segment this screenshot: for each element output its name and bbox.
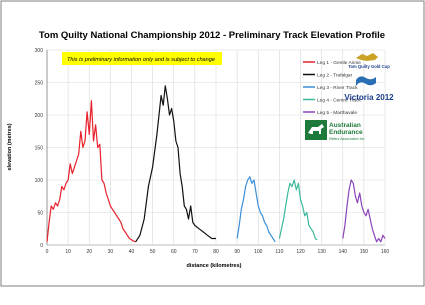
x-tick-label: 130 bbox=[317, 249, 326, 255]
y-tick-label: 150 bbox=[34, 145, 43, 152]
x-tick-label: 10 bbox=[65, 249, 71, 255]
y-tick-label: 250 bbox=[34, 80, 43, 87]
x-tick-label: 50 bbox=[149, 249, 156, 255]
x-tick-label: 40 bbox=[128, 249, 135, 255]
legend-label-leg-4: Leg 4 - Centre Track bbox=[317, 98, 361, 104]
x-tick-label: 160 bbox=[380, 249, 390, 255]
endurance-line-1: Australian bbox=[329, 122, 361, 129]
x-tick-label: 60 bbox=[170, 249, 177, 255]
x-tick-label: 150 bbox=[359, 249, 369, 255]
tom-quilty-logo-text: Tom Quilty Gold Cup bbox=[348, 64, 390, 69]
x-tick-label: 30 bbox=[107, 249, 114, 255]
x-tick-label: 0 bbox=[45, 249, 49, 255]
x-tick-label: 20 bbox=[86, 249, 93, 255]
x-tick-label: 110 bbox=[275, 249, 284, 255]
legend-label-leg-2: Leg 2 - Trafalgar bbox=[317, 73, 353, 79]
victoria-2012-text: Victoria 2012 bbox=[344, 93, 394, 102]
x-tick-label: 70 bbox=[192, 249, 198, 255]
endurance-line-3: Riders Association Inc bbox=[329, 137, 365, 141]
legend-label-leg-1: Leg 1 - Gentle Annie bbox=[317, 61, 361, 66]
y-tick-label: 100 bbox=[34, 178, 43, 184]
x-tick-label: 80 bbox=[213, 249, 219, 255]
x-tick-label: 120 bbox=[296, 249, 305, 255]
y-tick-label: 300 bbox=[34, 48, 43, 54]
annotation-text: This is preliminary information only and is subject to change bbox=[67, 57, 215, 63]
endurance-logo bbox=[305, 120, 365, 141]
chart-frame bbox=[1, 1, 424, 286]
y-tick-label: 0 bbox=[40, 243, 43, 249]
endurance-line-2: Endurance bbox=[329, 129, 363, 136]
y-tick-label: 200 bbox=[34, 113, 43, 119]
x-axis-label: distance (kilometres) bbox=[186, 263, 242, 269]
x-tick-label: 140 bbox=[338, 249, 347, 255]
legend-label-leg-3: Leg 3 - River Track bbox=[317, 86, 358, 91]
x-tick-label: 90 bbox=[234, 249, 240, 255]
x-tick-label: 100 bbox=[254, 249, 263, 255]
legend-label-leg-5: Leg 5 - Marthavale bbox=[317, 111, 357, 116]
y-tick-label: 50 bbox=[37, 210, 43, 217]
chart-title: Tom Quilty National Championship 2012 - Preliminary Track Elevation Profile bbox=[38, 30, 386, 41]
y-axis-label: elevation (metres) bbox=[7, 123, 13, 171]
